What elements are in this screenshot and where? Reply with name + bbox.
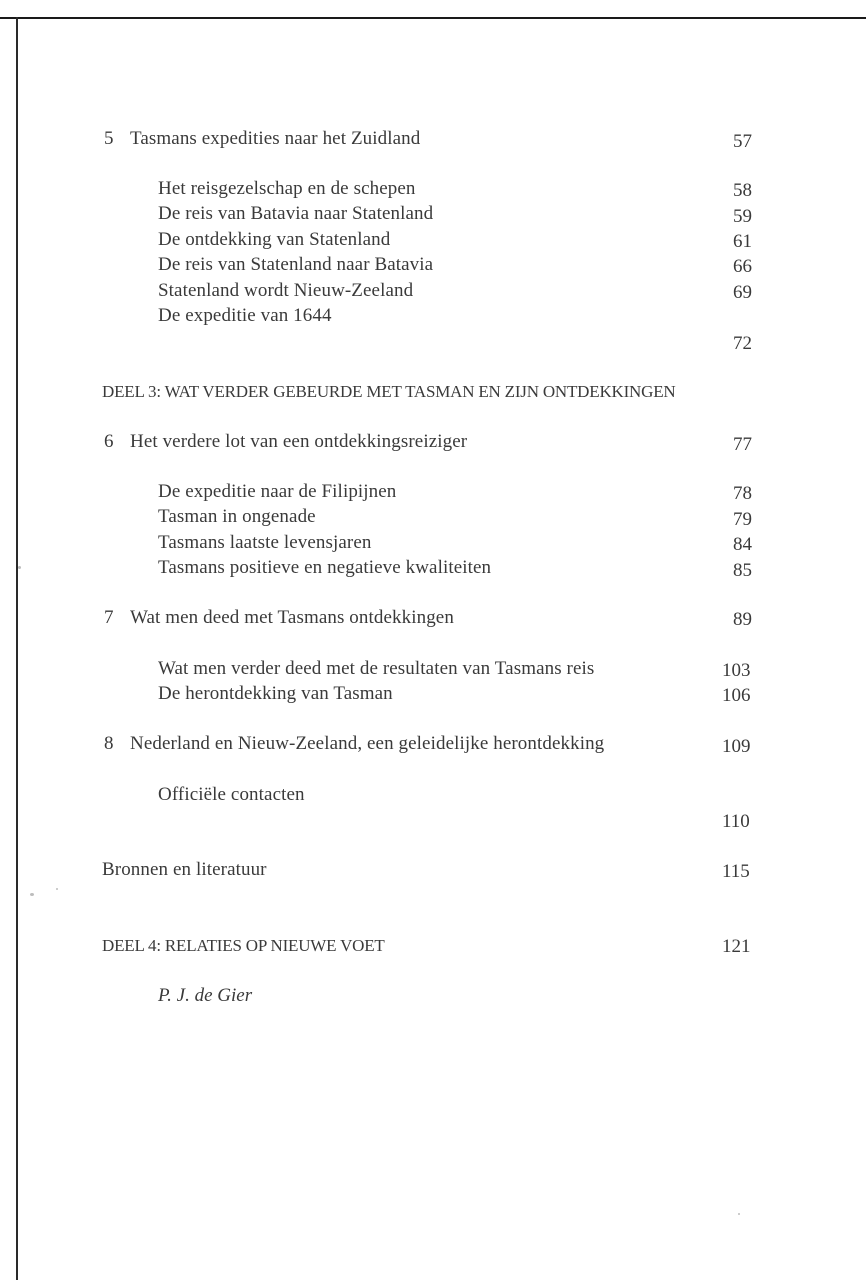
section-8-1-title: Officiële contacten [158,784,305,805]
scan-speck [56,888,58,890]
scan-speck [18,566,21,569]
section-7-1-title: Wat men verder deed met de resultaten van Tasmans reis [158,658,595,679]
bronnen-title: Bronnen en literatuur [102,859,267,880]
section-5-1-page: 58 [733,180,752,201]
chapter-6-title: Het verdere lot van een ontdekkingsreiziger [130,431,468,452]
section-5-3-page: 61 [733,231,752,252]
chapter-8-number: 8 [104,733,114,754]
chapter-7-title: Wat men deed met Tasmans ontdekkingen [130,607,454,628]
chapter-7-number: 7 [104,607,114,628]
deel-4-page: 121 [722,936,751,957]
chapter-8-page: 109 [722,736,751,757]
section-7-2-page: 106 [722,685,751,706]
section-6-1-page: 78 [733,483,752,504]
section-6-4-page: 85 [733,560,752,581]
page-left-edge [16,17,18,1280]
deel-4-author: P. J. de Gier [158,985,253,1006]
page-top-edge [0,0,866,19]
section-5-4-page: 66 [733,256,752,277]
section-8-1-page: 110 [722,811,750,832]
section-5-5-title: Statenland wordt Nieuw-Zeeland [158,280,414,301]
section-5-6-page: 72 [733,333,752,354]
chapter-5-number: 5 [104,128,114,149]
section-5-2-page: 59 [733,206,752,227]
chapter-8-title: Nederland en Nieuw-Zeeland, een geleidelijke herontdekking [130,733,605,754]
section-5-5-page: 69 [733,282,752,303]
section-5-6-title: De expeditie van 1644 [158,305,332,326]
section-6-3-title: Tasmans laatste levensjaren [158,532,372,553]
chapter-7-page: 89 [733,609,752,630]
section-6-2-page: 79 [733,509,752,530]
section-5-3-title: De ontdekking van Statenland [158,229,391,250]
section-6-1-title: De expeditie naar de Filipijnen [158,481,397,502]
section-7-2-title: De herontdekking van Tasman [158,683,393,704]
section-5-4-title: De reis van Statenland naar Batavia [158,254,434,275]
section-5-1-title: Het reisgezelschap en de schepen [158,178,416,199]
deel-4-heading: DEEL 4: RELATIES OP NIEUWE VOET [102,936,385,955]
deel-3-heading: DEEL 3: WAT VERDER GEBEURDE MET TASMAN EN ZIJN ONTDEKKINGEN [102,382,676,401]
section-7-1-page: 103 [722,660,751,681]
chapter-5-title: Tasmans expedities naar het Zuidland [130,128,421,149]
chapter-6-number: 6 [104,431,114,452]
section-6-2-title: Tasman in ongenade [158,506,316,527]
chapter-5-page: 57 [733,131,752,152]
chapter-6-page: 77 [733,434,752,455]
section-6-3-page: 84 [733,534,752,555]
scan-speck [30,893,34,896]
bronnen-page: 115 [722,861,750,882]
section-6-4-title: Tasmans positieve en negatieve kwaliteiten [158,557,492,578]
scan-speck [738,1213,740,1215]
section-5-2-title: De reis van Batavia naar Statenland [158,203,434,224]
